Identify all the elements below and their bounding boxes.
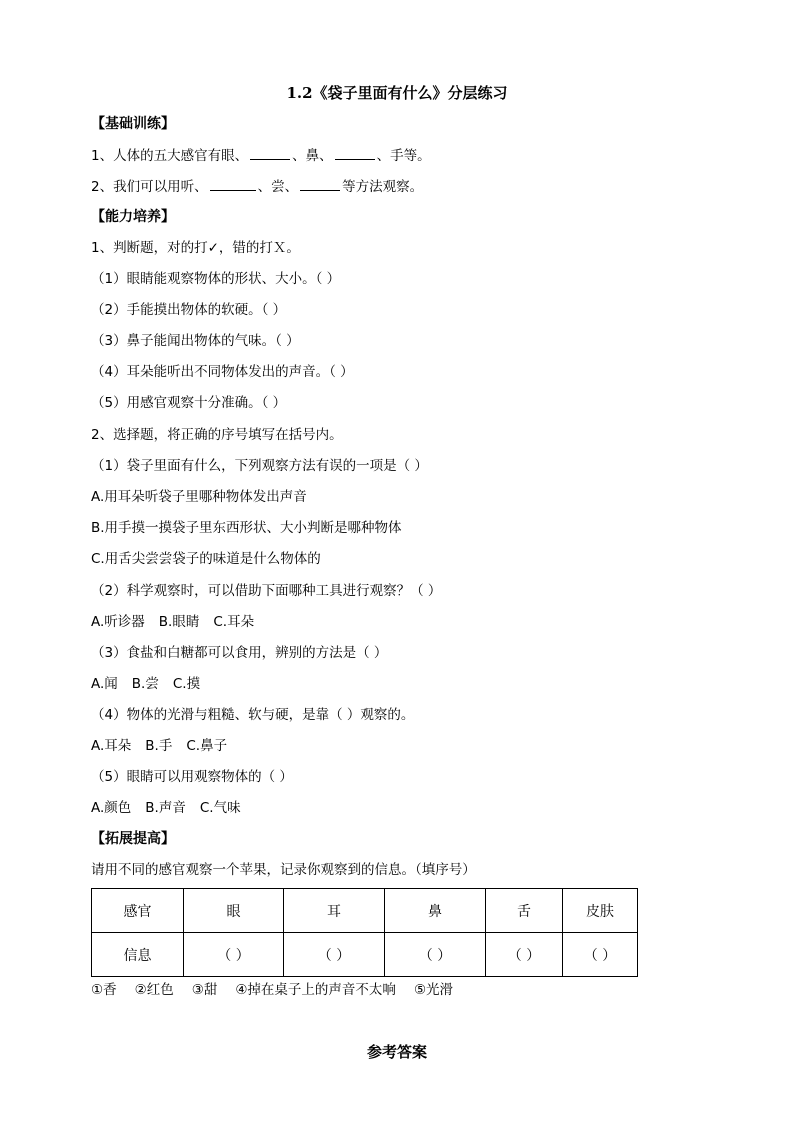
q1-text-c: 、手等。: [376, 148, 431, 164]
q1-text-a: 1、人体的五大感官有眼、: [91, 148, 249, 164]
choice-option-a: A.听诊器: [91, 614, 145, 630]
legend-item: ②红色: [134, 982, 174, 998]
choice-question-3: （3）食盐和白糖都可以食用，辨别的方法是（ ）: [91, 645, 388, 661]
judge-intro: 1、判断题，对的打✓，错的打Ｘ。: [91, 240, 300, 256]
q2-text-c: 等方法观察。: [342, 179, 424, 195]
choice-options-2: [91, 612, 268, 632]
table-header-row: [92, 889, 638, 933]
choice-option-b: B.声音: [145, 800, 186, 816]
fill-blank[interactable]: [210, 176, 256, 191]
fill-blank[interactable]: [250, 145, 290, 160]
table-header-cell: 感官: [92, 889, 184, 933]
table-row-label: 信息: [92, 933, 184, 977]
legend-item: ③甜: [191, 982, 218, 998]
section-heading-basic: 【基础训练】: [91, 116, 175, 132]
choice-question-1: （1）袋子里面有什么，下列观察方法有误的一项是（ ）: [91, 458, 428, 474]
question-basic-1: [91, 145, 431, 166]
answer-cell[interactable]: （ ）: [486, 933, 563, 977]
legend-item: ①香: [91, 982, 117, 998]
judge-item: （4）耳朵能听出不同物体发出的声音。（ ）: [91, 364, 354, 380]
choice-options-5: [91, 798, 255, 818]
choice-option-c: C.摸: [172, 676, 201, 692]
table-header-cell: 舌: [486, 889, 563, 933]
choice-options-3: [91, 674, 214, 694]
q2-text-b: 、尝、: [257, 179, 299, 195]
choice-option-a: A.闻: [91, 676, 118, 692]
choice-options-4: [91, 736, 241, 756]
legend-item: ⑤光滑: [413, 982, 454, 998]
extension-intro: 请用不同的感官观察一个苹果，记录你观察到的信息。（填序号）: [91, 862, 476, 878]
choice-option-b: B.眼睛: [158, 614, 200, 630]
table-header-cell: 眼: [184, 889, 284, 933]
page-title: 1.2《袋子里面有什么》分层练习: [286, 84, 508, 102]
choice-intro: 2、选择题，将正确的序号填写在括号内。: [91, 427, 343, 443]
table-header-cell: 耳: [284, 889, 385, 933]
table-row: [92, 933, 638, 977]
answer-cell[interactable]: （ ）: [284, 933, 385, 977]
table-header-cell: 皮肤: [563, 889, 638, 933]
answer-cell[interactable]: （ ）: [184, 933, 284, 977]
answer-cell[interactable]: （ ）: [385, 933, 486, 977]
answer-cell[interactable]: （ ）: [563, 933, 638, 977]
table-header-cell: 鼻: [385, 889, 486, 933]
choice-option-c: C.鼻子: [186, 738, 228, 754]
judge-item: （2）手能摸出物体的软硬。（ ）: [91, 302, 287, 318]
choice-question-5: （5）眼睛可以用观察物体的（ ）: [91, 769, 293, 785]
choice-option-c: C.耳朵: [213, 614, 255, 630]
judge-item: （5）用感官观察十分准确。（ ）: [91, 395, 287, 411]
choice-question-4: （4）物体的光滑与粗糙、软与硬，是靠（ ）观察的。: [91, 707, 415, 723]
q1-text-b: 、鼻、: [292, 148, 333, 164]
observation-table: [91, 888, 638, 977]
choice-option-b: B.手: [145, 738, 173, 754]
choice-option-b: B.尝: [131, 676, 159, 692]
legend-item: ④掉在桌子上的声音不太响: [235, 982, 396, 998]
choice-option-a: A.用耳朵听袋子里哪种物体发出声音: [91, 489, 307, 505]
answer-heading: 参考答案: [366, 1043, 427, 1061]
section-heading-extension: 【拓展提高】: [91, 831, 175, 847]
q2-text-a: 2、我们可以用听、: [91, 179, 208, 195]
fill-blank[interactable]: [300, 176, 340, 191]
choice-option-b: B.用手摸一摸袋子里东西形状、大小判断是哪种物体: [91, 520, 402, 536]
question-basic-2: [91, 176, 423, 197]
section-heading-ability: 【能力培养】: [91, 209, 175, 225]
choice-option-c: C.气味: [199, 800, 241, 816]
judge-item: （3）鼻子能闻出物体的气味。（ ）: [91, 333, 300, 349]
option-legend: [91, 978, 471, 998]
judge-item: （1）眼睛能观察物体的形状、大小。（ ）: [91, 271, 341, 287]
choice-question-2: （2）科学观察时，可以借助下面哪种工具进行观察？（ ）: [91, 583, 442, 599]
choice-option-a: A.颜色: [91, 800, 132, 816]
choice-option-a: A.耳朵: [91, 738, 132, 754]
choice-option-c: C.用舌尖尝尝袋子的味道是什么物体的: [91, 551, 321, 567]
fill-blank[interactable]: [335, 145, 375, 160]
